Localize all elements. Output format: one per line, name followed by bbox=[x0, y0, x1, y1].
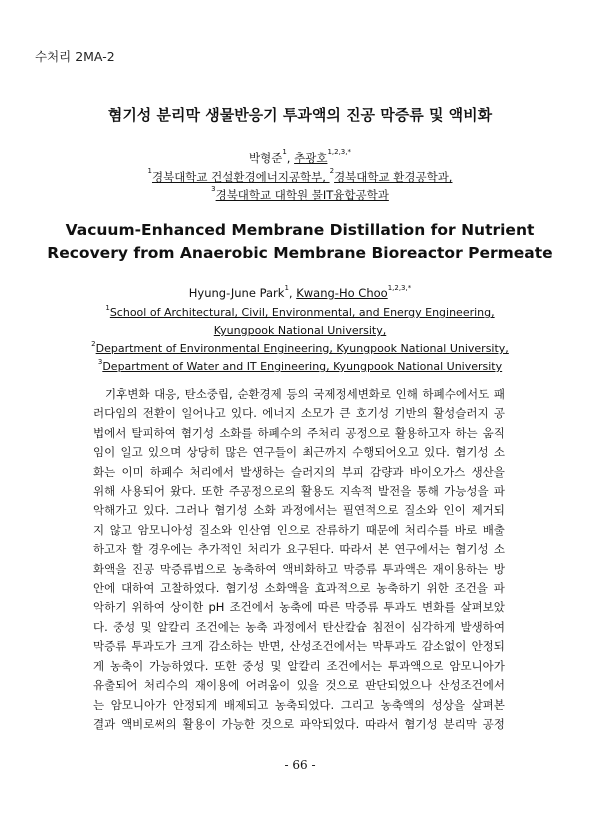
abstract-word: 발생하여 bbox=[460, 619, 505, 634]
abstract-line bbox=[93, 696, 505, 715]
abstract-word: 진공 bbox=[132, 561, 155, 576]
abstract-word: 악해가고 bbox=[93, 503, 138, 518]
abstract-word: 주처리 bbox=[307, 425, 341, 440]
abstract-word: 주공정으로의 bbox=[228, 484, 296, 499]
abstract-word: 가능한 bbox=[221, 716, 255, 731]
english-affiliation-1 bbox=[0, 306, 600, 319]
abstract-word: 슬러지의 bbox=[290, 464, 336, 479]
author-1-sup: 1 bbox=[282, 148, 287, 156]
abstract-word: 에너지 bbox=[262, 406, 296, 421]
abstract-word: 소화액을 bbox=[264, 581, 309, 596]
abstract-word: 바이오가스 bbox=[409, 464, 466, 479]
abstract-word: 암모니아가 bbox=[110, 697, 167, 712]
aff-sup: 2 bbox=[91, 340, 96, 348]
abstract-line bbox=[93, 598, 505, 617]
abstract-word: 하폐수에서도 bbox=[422, 387, 490, 401]
abstract-word: 투과도가 bbox=[131, 639, 176, 654]
abstract-word: 재이용하는 bbox=[432, 561, 489, 576]
abstract-word: 지속적 bbox=[339, 484, 373, 499]
abstract-word: 않고 bbox=[109, 522, 132, 537]
abstract-word: 혐기성 bbox=[225, 581, 259, 596]
abstract-word: 배출 bbox=[482, 522, 505, 537]
abstract-word: 경우에는 bbox=[148, 542, 193, 557]
abstract-word: 는 bbox=[93, 697, 105, 712]
abstract-word: 잔류하기 bbox=[315, 522, 361, 537]
abstract-word: 농축액의 bbox=[380, 697, 426, 712]
abstract-word: 위한 bbox=[426, 581, 449, 596]
abstract-word: 농축 bbox=[245, 619, 268, 634]
aff-text: 경북대학교 환경공학과, bbox=[334, 170, 453, 184]
abstract-word: 공 bbox=[493, 406, 505, 421]
abstract-word: 공정으로 bbox=[345, 425, 390, 440]
abstract-word: 중성 bbox=[242, 658, 265, 673]
abstract-word: 감량과 bbox=[370, 464, 404, 479]
abstract-word: 다. bbox=[93, 619, 108, 634]
abstract-line bbox=[93, 637, 505, 656]
abstract-word: 러다임의 bbox=[93, 406, 138, 421]
aff-text: Kyungpook National University, bbox=[213, 324, 387, 337]
abstract-line bbox=[93, 618, 505, 637]
abstract-word: 반면, bbox=[258, 639, 285, 654]
abstract-word: 일고 bbox=[120, 445, 143, 460]
abstract-word: 사용되어 bbox=[120, 484, 165, 499]
abstract-word: 성상을 bbox=[431, 697, 465, 712]
author-1-sup-en: 1 bbox=[284, 284, 289, 292]
abstract-word: 인산염 bbox=[237, 522, 272, 537]
abstract-word: 고찰하였다. bbox=[160, 581, 220, 596]
abstract-word: 순환경제 bbox=[237, 387, 282, 401]
abstract-word: 움직 bbox=[482, 425, 505, 440]
abstract-word: 혐기성 bbox=[455, 445, 489, 460]
abstract-body bbox=[93, 385, 505, 734]
abstract-word: 탄소중립, bbox=[184, 387, 233, 401]
abstract-word: 지 bbox=[93, 522, 105, 537]
abstract-word: 조건을 bbox=[454, 581, 488, 596]
abstract-word: 추가적인 bbox=[197, 542, 243, 557]
abstract-word: 조건에는 bbox=[195, 619, 240, 634]
abstract-word: 막증류 bbox=[93, 639, 127, 654]
abstract-word: 혐기성 bbox=[180, 425, 215, 440]
abstract-word: 감소없이 bbox=[421, 639, 467, 654]
abstract-word: 하는 bbox=[455, 425, 478, 440]
korean-affiliation-1 bbox=[0, 169, 600, 185]
abstract-word: 조건에서는 bbox=[326, 658, 383, 673]
abstract-word: 막증류법으로 bbox=[159, 561, 227, 576]
abstract-line bbox=[93, 443, 505, 462]
abstract-line bbox=[93, 657, 505, 676]
abstract-word: 결과 bbox=[93, 716, 116, 731]
abstract-line bbox=[93, 521, 505, 540]
abstract-word: 있다. bbox=[424, 445, 450, 460]
abstract-word: 살펴보았 bbox=[460, 600, 505, 615]
korean-affiliation-2 bbox=[0, 187, 600, 203]
abstract-word: 처리수를 bbox=[404, 522, 450, 537]
abstract-word: 있다. bbox=[231, 406, 257, 421]
abstract-line bbox=[93, 424, 505, 443]
abstract-word: 호기성 bbox=[355, 406, 390, 421]
abstract-word: 공정 bbox=[482, 716, 505, 731]
aff-sup: 1 bbox=[147, 167, 152, 175]
abstract-word: 안정되 bbox=[471, 639, 505, 654]
abstract-word: 산성조건에서는 bbox=[289, 639, 368, 654]
abstract-word: 방 bbox=[493, 561, 505, 576]
abstract-line bbox=[93, 676, 505, 695]
aff-text: 경북대학교 건설환경에너지공학부, bbox=[151, 170, 330, 184]
abstract-word: 과정에서는 bbox=[281, 503, 338, 518]
abstract-word: 임이 bbox=[93, 445, 116, 460]
abstract-word: 하폐수 bbox=[149, 464, 184, 479]
abstract-word: 큰 bbox=[339, 406, 351, 421]
korean-authors bbox=[0, 150, 600, 166]
page-number: - 66 - bbox=[284, 758, 316, 772]
abstract-word: 알칼리 bbox=[156, 619, 191, 634]
abstract-word: 연구에서는 bbox=[394, 542, 450, 557]
abstract-word: 탄산칼슘 bbox=[322, 619, 367, 634]
abstract-word: 산성조건에서 bbox=[438, 678, 505, 693]
abstract-word: 통해 bbox=[416, 484, 439, 499]
abstract-word: 상당히 bbox=[186, 445, 220, 460]
abstract-word: 국제정세변화로 bbox=[313, 387, 392, 401]
abstract-word: 따라서 bbox=[339, 542, 373, 557]
session-code: 수처리 2MA-2 bbox=[35, 49, 115, 64]
abstract-word: 혐기성 bbox=[404, 716, 438, 731]
abstract-word: 분리막 bbox=[443, 716, 477, 731]
abstract-word: 침전이 bbox=[372, 619, 406, 634]
abstract-word: 농축이 bbox=[109, 658, 144, 673]
english-affiliation-3 bbox=[0, 360, 600, 373]
aff-text: Department of Environmental Engineering, Kyungpook National University, bbox=[95, 342, 509, 355]
english-title-line-2: Recovery from Anaerobic Membrane Bioreactor Permeate bbox=[47, 244, 553, 262]
abstract-word: 기반의 bbox=[394, 406, 428, 421]
abstract-word: 있을 bbox=[296, 678, 319, 693]
abstract-word: 발생하는 bbox=[240, 464, 285, 479]
abstract-word: 왔다. bbox=[170, 484, 197, 499]
aff-sup: 3 bbox=[97, 358, 103, 366]
abstract-word: 파 bbox=[493, 581, 505, 596]
abstract-word: 액비로써의 bbox=[121, 716, 177, 731]
abstract-word: 조건에서 bbox=[229, 600, 274, 615]
abstract-word: 법에서 bbox=[93, 425, 127, 440]
aff-text: Department of Water and IT Engineering, Kyungpook National University bbox=[102, 360, 503, 373]
abstract-word: 안정되게 bbox=[172, 697, 218, 712]
abstract-word: 파악되었다. bbox=[300, 716, 360, 731]
author-2-sup: 1,2,3,* bbox=[327, 148, 351, 156]
abstract-word: 소 bbox=[493, 445, 505, 460]
abstract-word: 또한 bbox=[214, 658, 237, 673]
aff-sup: 3 bbox=[211, 185, 216, 193]
abstract-word: 심각하게 bbox=[410, 619, 456, 634]
abstract-word: 그리고 bbox=[340, 697, 375, 712]
abstract-word: 감소하는 bbox=[208, 639, 254, 654]
abstract-word: 처리수의 bbox=[143, 678, 189, 693]
abstract-word: 인이 bbox=[443, 503, 466, 518]
aff-text: 경북대학교 대학원 물IT융합공학과 bbox=[215, 188, 389, 202]
author-separator: , bbox=[286, 151, 295, 165]
abstract-word: 패 bbox=[493, 387, 505, 401]
abstract-word: 농축에 bbox=[279, 600, 313, 615]
abstract-word: 생산을 bbox=[471, 464, 505, 479]
abstract-line bbox=[93, 404, 505, 423]
abstract-word: 혐기성 bbox=[455, 542, 489, 557]
author-1-name: 박형준 bbox=[249, 151, 283, 165]
abstract-word: 요구된다. bbox=[286, 542, 335, 557]
abstract-word: 막증류 bbox=[345, 600, 379, 615]
abstract-word: 대응, bbox=[154, 387, 180, 401]
abstract-word: 소화를 bbox=[219, 425, 253, 440]
abstract-word: 활용도 bbox=[300, 484, 335, 499]
abstract-word: 대하여 bbox=[121, 581, 155, 596]
abstract-word: pH bbox=[208, 600, 225, 615]
abstract-word: 것으로 bbox=[260, 716, 295, 731]
abstract-word: 위해 bbox=[93, 484, 116, 499]
abstract-word: 및 bbox=[270, 658, 282, 673]
abstract-word: 배제되고 bbox=[223, 697, 269, 712]
abstract-word: 혐기성 bbox=[214, 503, 248, 518]
abstract-word: 중성 bbox=[113, 619, 136, 634]
abstract-word: 소 bbox=[493, 542, 505, 557]
abstract-word: 투과액으로 bbox=[387, 658, 444, 673]
abstract-word: 어려움이 bbox=[245, 678, 291, 693]
abstract-word: 있으며 bbox=[148, 445, 182, 460]
aff-sup: 2 bbox=[329, 167, 335, 175]
english-authors bbox=[0, 286, 600, 300]
abstract-word: 변화를 bbox=[421, 600, 456, 615]
abstract-line bbox=[93, 540, 505, 559]
abstract-word: 소화 bbox=[253, 503, 276, 518]
abstract-word: 활성슬러지 bbox=[433, 406, 489, 421]
abstract-word: 본 bbox=[378, 542, 390, 557]
english-affiliation-1-cont bbox=[0, 324, 600, 337]
abstract-word: 소모가 bbox=[300, 406, 335, 421]
english-title bbox=[0, 219, 600, 265]
korean-title: 혐기성 분리막 생물반응기 투과액의 진공 막증류 및 액비화 bbox=[107, 106, 493, 124]
abstract-word: 질소와 bbox=[404, 503, 438, 518]
abstract-word: 재이용에 bbox=[194, 678, 240, 693]
abstract-word: 또한 bbox=[201, 484, 224, 499]
abstract-line bbox=[93, 560, 505, 579]
abstract-word: 하고자 bbox=[93, 542, 127, 557]
abstract-word: 필연적으로 bbox=[342, 503, 399, 518]
abstract-word: 농축되었다. bbox=[274, 697, 335, 712]
abstract-word: 제거되 bbox=[471, 503, 505, 518]
abstract-word: 막증류 bbox=[343, 561, 377, 576]
abstract-word: 많은 bbox=[225, 445, 248, 460]
abstract-word: 있다. bbox=[143, 503, 170, 518]
english-affiliation-2 bbox=[0, 342, 600, 355]
abstract-word: 효과적으로 bbox=[314, 581, 371, 596]
abstract-word: 활용하고자 bbox=[394, 425, 451, 440]
aff-sup: 1 bbox=[105, 304, 110, 312]
abstract-line bbox=[93, 385, 505, 404]
abstract-word: 등의 bbox=[286, 387, 309, 401]
abstract-word: 액비화하고 bbox=[282, 561, 338, 576]
abstract-word: 인해 bbox=[395, 387, 418, 401]
abstract-word: 농축하기 bbox=[376, 581, 421, 596]
abstract-word: 판단되었으나 bbox=[365, 678, 432, 693]
abstract-word: 바로 bbox=[454, 522, 478, 537]
aff-text: School of Architectural, Civil, Environmental, and Energy Engineering, bbox=[109, 306, 495, 319]
abstract-word: 알칼리 bbox=[287, 658, 321, 673]
abstract-word: 수행되어오고 bbox=[352, 445, 419, 460]
abstract-word: 처리가 bbox=[247, 542, 281, 557]
abstract-word: 게 bbox=[93, 658, 105, 673]
abstract-word: 최근까지 bbox=[302, 445, 347, 460]
abstract-word: 연구들이 bbox=[252, 445, 298, 460]
english-title-line-1: Vacuum-Enhanced Membrane Distillation for Nutrient bbox=[65, 221, 535, 239]
abstract-word: 상이한 bbox=[169, 600, 204, 615]
abstract-word: 할 bbox=[131, 542, 143, 557]
abstract-word: 투과도 bbox=[383, 600, 417, 615]
abstract-word: 화는 bbox=[93, 464, 116, 479]
abstract-word: 부피 bbox=[341, 464, 364, 479]
abstract-line bbox=[93, 482, 505, 501]
abstract-word: 투과액은 bbox=[382, 561, 427, 576]
abstract-word: 크게 bbox=[181, 639, 204, 654]
abstract-line bbox=[93, 463, 505, 482]
abstract-word: 유출되어 bbox=[93, 678, 138, 693]
abstract-word: 안에 bbox=[93, 581, 116, 596]
abstract-word: 파 bbox=[493, 484, 505, 499]
abstract-word: 하폐수의 bbox=[257, 425, 302, 440]
abstract-word: 것으로 bbox=[325, 678, 359, 693]
abstract-word: 농축하여 bbox=[232, 561, 277, 576]
abstract-word: 활용이 bbox=[182, 716, 216, 731]
abstract-word: 처리에서 bbox=[189, 464, 234, 479]
abstract-word: 발전을 bbox=[378, 484, 412, 499]
abstract-word: 살펴본 bbox=[471, 697, 505, 712]
abstract-word: 그러나 bbox=[175, 503, 209, 518]
abstract-word: 이미 bbox=[121, 464, 144, 479]
abstract-word: 기후변화 bbox=[105, 387, 150, 401]
abstract-word: 화액을 bbox=[93, 561, 127, 576]
author-2-name: 추광호 bbox=[294, 151, 328, 165]
abstract-word: 가능하였다. bbox=[149, 658, 209, 673]
abstract-word: 암모니아성 bbox=[137, 522, 194, 537]
abstract-line bbox=[93, 579, 505, 598]
abstract-word: 때문에 bbox=[365, 522, 400, 537]
abstract-word: 가능성을 bbox=[444, 484, 489, 499]
abstract-word: 따른 bbox=[317, 600, 340, 615]
abstract-word: 따라서 bbox=[365, 716, 399, 731]
abstract-word: 질소와 bbox=[198, 522, 233, 537]
abstract-word: 탈피하여 bbox=[131, 425, 176, 440]
abstract-word: 위하여 bbox=[131, 600, 165, 615]
abstract-word: 일어나고 bbox=[181, 406, 226, 421]
abstract-word: 암모니아가 bbox=[449, 658, 505, 673]
abstract-word: 인으로 bbox=[276, 522, 311, 537]
author-2-sup-en: 1,2,3,* bbox=[387, 284, 412, 292]
author-1-name-en: Hyung-June Park bbox=[188, 286, 285, 300]
abstract-word: 과정에서 bbox=[272, 619, 318, 634]
abstract-word: 막투과도 bbox=[372, 639, 417, 654]
abstract-line bbox=[93, 715, 505, 734]
abstract-line bbox=[93, 501, 505, 520]
abstract-word: 및 bbox=[140, 619, 152, 634]
author-separator-en: , bbox=[288, 286, 297, 300]
abstract-word: 악하기 bbox=[93, 600, 127, 615]
author-2-name-en: Kwang-Ho Choo bbox=[296, 286, 388, 300]
abstract-word: 전환이 bbox=[142, 406, 177, 421]
